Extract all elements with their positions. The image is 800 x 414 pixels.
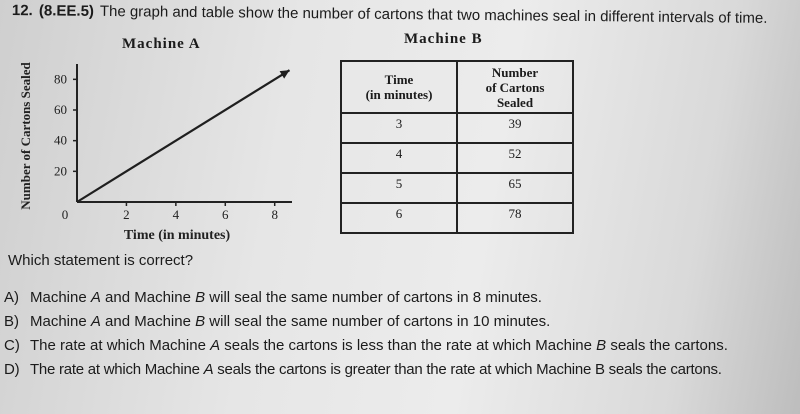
x-tick-label: 6 (222, 207, 229, 222)
machine-b-table (340, 60, 574, 234)
table-row (341, 113, 573, 143)
y-tick-label: 40 (54, 132, 67, 148)
question-number: 12. (11, 2, 33, 20)
header-cartons: Number of Cartons Sealed (457, 61, 573, 113)
cell-cartons: 39 (457, 113, 573, 143)
cell-cartons: 65 (457, 173, 573, 203)
table-header-row (341, 61, 573, 113)
choice-b[interactable]: B) Machine A and Machine B will seal the same number of cartons in 10 minutes. (4, 313, 551, 330)
y-tick-label: 20 (54, 163, 67, 179)
x-tick-label: 0 (61, 207, 69, 222)
cell-cartons: 52 (457, 143, 573, 173)
cell-time: 4 (341, 143, 457, 173)
cell-time: 5 (341, 173, 457, 203)
x-tick-label: 2 (123, 207, 130, 222)
machine-b-title: Machine B (404, 31, 483, 47)
x-axis-label: Time (in minutes) (123, 228, 231, 243)
machine-a-title: Machine A (122, 36, 201, 52)
cell-time: 3 (341, 113, 457, 143)
machine-a-line (77, 70, 290, 202)
x-tick-label: 4 (172, 207, 180, 222)
header-time: Time (in minutes) (341, 61, 457, 113)
choice-c[interactable]: C) The rate at which Machine A seals the cartons is less than the rate at which Machine B seals the cartons. (4, 337, 728, 354)
prompt-text: Which statement is correct? (8, 252, 194, 269)
question-text: The graph and table show the number of cartons that two machines seal in different intervals of time. (99, 2, 768, 27)
question-standard: (8.EE.5) (38, 2, 95, 20)
y-tick-label: 60 (54, 102, 67, 117)
table-row (341, 143, 573, 173)
cell-cartons: 78 (457, 203, 573, 233)
cell-time: 6 (341, 203, 457, 233)
choice-d[interactable]: D) The rate at which Machine A seals the cartons is greater than the rate at which Machine B seals the cartons. (4, 361, 722, 378)
table-row (341, 203, 573, 233)
y-axis-label: Number of Cartons Sealed (18, 62, 33, 210)
x-tick-label: 8 (271, 207, 278, 222)
machine-a-chart (0, 52, 300, 252)
y-tick-label: 80 (54, 71, 67, 87)
table-row (341, 173, 573, 203)
choice-a[interactable]: A) Machine A and Machine B will seal the same number of cartons in 8 minutes. (4, 289, 542, 306)
question-header (12, 2, 768, 27)
